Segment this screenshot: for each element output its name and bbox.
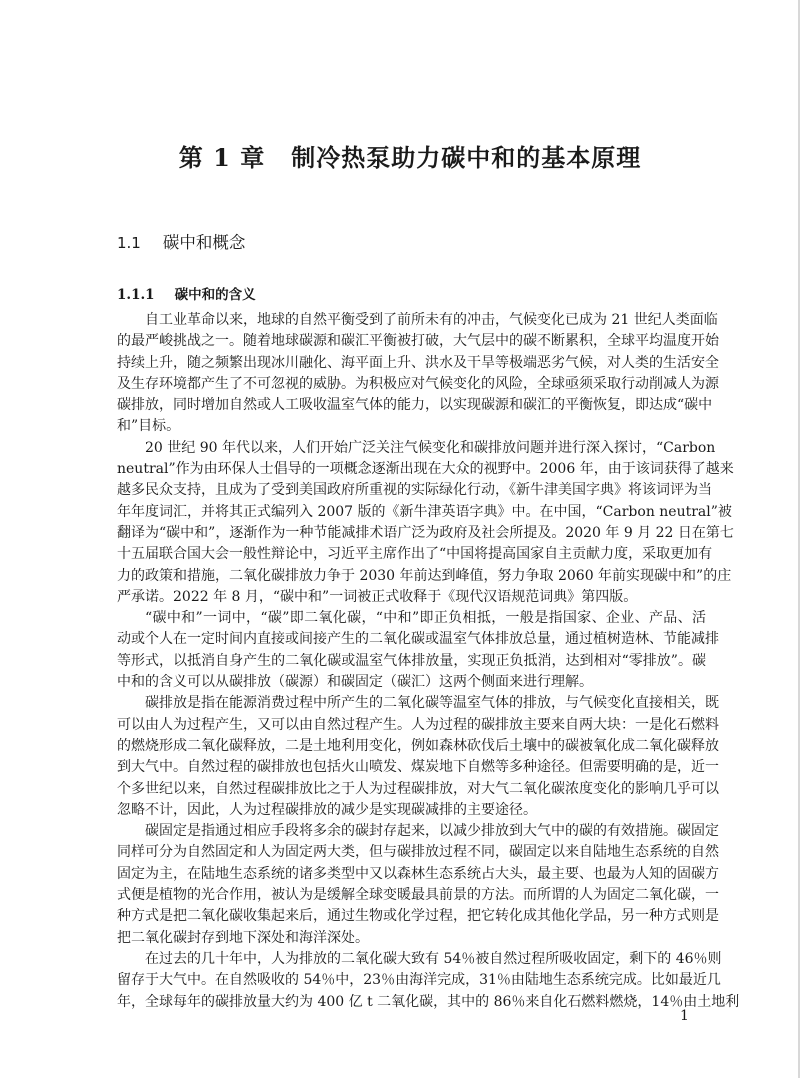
text-line: 严承诺。2022 年 8 月，“碳中和”一词被正式收释于《现代汉语规范词典》第四版。: [117, 588, 638, 605]
section-number: 1.1: [117, 234, 141, 252]
section-heading: [117, 229, 245, 253]
paragraph: [117, 821, 719, 949]
text-line: 碳排放，同时增加自然或人工吸收温室气体的能力，以实现碳源和碳汇的平衡恢复，即达成“碳中: [117, 397, 713, 414]
text-line: 十五届联合国大会一般性辩论中，习近平主席作出了“中国将提高国家自主贡献力度，采取更加有: [117, 546, 713, 563]
paragraph: [117, 310, 719, 438]
text-line: 20 世纪 90 年代以来，人们开始广泛关注气候变化和碳排放问题并进行深入探讨，“Carbon: [145, 439, 716, 456]
section-title-text: 碳中和概念: [162, 233, 246, 252]
text-line: 在过去的几十年中，人为排放的二氧化碳大致有 54％被自然过程所吸收固定，剩下的 46％则: [145, 950, 722, 967]
paragraph: [117, 608, 719, 693]
paragraph: [117, 438, 734, 608]
chapter-title-text: 制冷热泵助力碳中和的基本原理: [291, 143, 642, 172]
text-line: 等形式，以抵消自身产生的二氧化碳或温室气体排放量，实现正负抵消，达到相对“零排放”。碳: [117, 652, 706, 669]
text-line: 种方式是把二氧化碳收集起来后，通过生物或化学过程，把它转化成其他化学品，另一种方式则是: [117, 908, 719, 925]
text-line: 年，全球每年的碳排放量大约为 400 亿 t 二氧化碳，其中的 86％来自化石燃料燃烧，14％由土地利: [117, 993, 740, 1010]
text-line: 持续上升，随之频繁出现冰川融化、海平面上升、洪水及干旱等极端恶劣气候，对人类的生活安全: [117, 354, 719, 371]
text-line: 及生存环境都产生了不可忽视的威胁。为积极应对气候变化的风险，全球亟须采取行动削减人为源: [117, 375, 719, 392]
text-line: 力的政策和措施，二氧化碳排放力争于 2030 年前达到峰值，努力争取 2060 年前实现碳中和”的庄: [117, 567, 732, 584]
body-text: [117, 310, 740, 1013]
text-line: 同样可分为自然固定和人为固定两大类，但与碳排放过程不同，碳固定以来自陆地生态系统的自然: [117, 844, 719, 861]
text-line: 碳排放是指在能源消费过程中所产生的二氧化碳等温室气体的排放，与气候变化直接相关，既: [145, 695, 719, 712]
chapter-number: 第 1 章: [178, 143, 266, 172]
text-line: 式便是植物的光合作用，被认为是缓解全球变暖最具前景的方法。而所谓的人为固定二氧化碳，一: [117, 887, 719, 904]
paragraph: [117, 949, 740, 1013]
text-line: 自工业革命以来，地球的自然平衡受到了前所未有的冲击，气候变化已成为 21 世纪人类面临: [145, 312, 718, 328]
text-line: 中和的含义可以从碳排放（碳源）和碳固定（碳汇）这两个侧面来进行理解。: [117, 674, 593, 691]
chapter-title: [0, 138, 800, 173]
text-line: 越多民众支持，且成为了受到美国政府所重视的实际绿化行动，《新牛津美国字典》将该词评为当: [117, 482, 712, 499]
text-line: 年年度词汇，并将其正式编列入 2007 版的《新牛津英语字典》中。在中国，“Carbon neutral”被: [117, 503, 732, 520]
text-line: 和”目标。: [117, 418, 181, 435]
page-number: 1: [680, 1008, 689, 1024]
text-line: 个多世纪以来，自然过程碳排放比之于人为过程碳排放，对大气二氧化碳浓度变化的影响几乎可以: [117, 780, 719, 797]
text-line: 翻译为“碳中和”，逐渐作为一种节能减排术语广泛为政府及社会所提及。2020 年 9 月 22 日在第七: [117, 524, 734, 541]
text-line: 可以由人为过程产生，又可以由自然过程产生。人为过程的碳排放主要来自两大块：一是化石燃料: [117, 716, 719, 733]
text-line: 的最严峻挑战之一。随着地球碳源和碳汇平衡被打破，大气层中的碳不断累积，全球平均温度开始: [117, 333, 719, 350]
subsection-heading: [117, 283, 256, 303]
text-line: 固定为主，在陆地生态系统的诸多类型中又以森林生态系统占大头，最主要、也最为人知的固碳方: [117, 865, 719, 882]
text-line: “碳中和”一词中，“碳”即二氧化碳，“中和”即正负相抵，一般是指国家、企业、产品、活: [145, 610, 706, 627]
text-line: 到大气中。自然过程的碳排放也包括火山喷发、煤炭地下自燃等多种途径。但需要明确的是，近一: [117, 759, 719, 776]
text-line: 动或个人在一定时间内直接或间接产生的二氧化碳或温室气体排放总量，通过植树造林、节能减排: [117, 631, 719, 648]
text-line: 忽略不计，因此，人为过程碳排放的减少是实现碳减排的主要途径。: [117, 801, 537, 818]
subsection-title-text: 碳中和的含义: [174, 287, 256, 303]
subsection-number: 1.1.1: [117, 287, 155, 303]
text-line: neutral”作为由环保人士倡导的一项概念逐渐出现在大众的视野中。2006 年，由于该词获得了越来: [117, 461, 734, 478]
text-line: 的燃烧形成二氧化碳释放，二是土地利用变化，例如森林砍伐后土壤中的碳被氧化成二氧化碳释放: [117, 737, 719, 754]
text-line: 留存于大气中。在自然吸收的 54％中，23％由海洋完成，31％由陆地生态系统完成。比如最近几: [117, 972, 721, 989]
text-line: 碳固定是指通过相应手段将多余的碳封存起来，以减少排放到大气中的碳的有效措施。碳固定: [145, 823, 719, 840]
paragraph: [117, 693, 719, 821]
text-line: 把二氧化碳封存到地下深处和海洋深处。: [117, 929, 369, 946]
